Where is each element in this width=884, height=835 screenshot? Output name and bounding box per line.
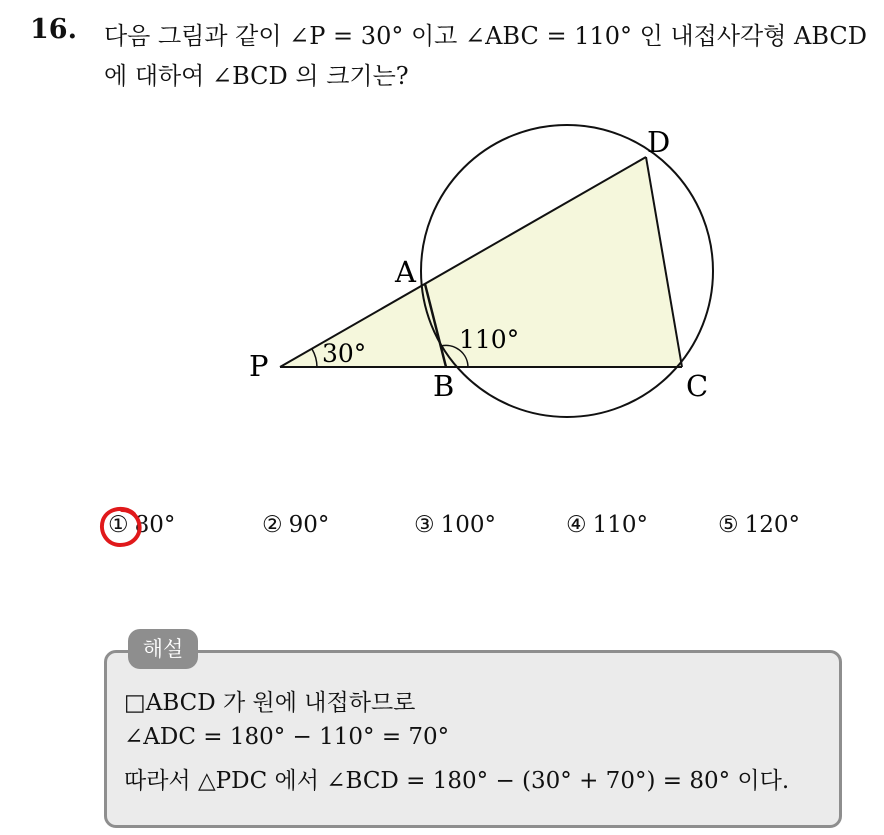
choice-4-value: 110° bbox=[592, 512, 649, 538]
solution-line-1: □ABCD 가 원에 내접하므로 bbox=[124, 690, 416, 716]
point-label-d: D bbox=[647, 125, 671, 159]
choice-5[interactable] bbox=[718, 512, 800, 538]
choice-1-value: 80° bbox=[134, 512, 176, 538]
angle-label-abc: 110° bbox=[459, 325, 520, 354]
choice-3-value: 100° bbox=[440, 512, 497, 538]
choice-5-mark: ⑤ bbox=[718, 512, 739, 538]
choice-2[interactable] bbox=[262, 512, 329, 538]
choice-1-mark: ① bbox=[108, 512, 129, 538]
choice-5-value: 120° bbox=[744, 512, 801, 538]
point-label-a: A bbox=[395, 255, 416, 289]
choice-2-value: 90° bbox=[288, 512, 330, 538]
angle-label-p: 30° bbox=[322, 339, 367, 368]
point-label-c: C bbox=[686, 369, 709, 403]
question-text-line-2: 에 대하여 ∠BCD 의 크기는? bbox=[104, 62, 409, 90]
point-label-b: B bbox=[433, 369, 455, 403]
point-label-p: P bbox=[249, 349, 269, 383]
question-number: 16. bbox=[30, 14, 77, 45]
choice-4[interactable] bbox=[566, 512, 648, 538]
choice-3[interactable] bbox=[414, 512, 496, 538]
choice-2-mark: ② bbox=[262, 512, 283, 538]
choice-3-mark: ③ bbox=[414, 512, 435, 538]
choice-4-mark: ④ bbox=[566, 512, 587, 538]
solution-line-2: ∠ADC = 180° − 110° = 70° bbox=[124, 724, 450, 750]
answer-selection-circle-icon bbox=[98, 504, 148, 550]
solution-line-3: 따라서 △PDC 에서 ∠BCD = 180° − (30° + 70°) = 80° 이다. bbox=[124, 768, 790, 794]
solution-tab-label: 해설 bbox=[128, 629, 198, 669]
question-text-line-1: 다음 그림과 같이 ∠P = 30° 이고 ∠ABC = 110° 인 내접사각형 ABCD bbox=[104, 22, 868, 50]
